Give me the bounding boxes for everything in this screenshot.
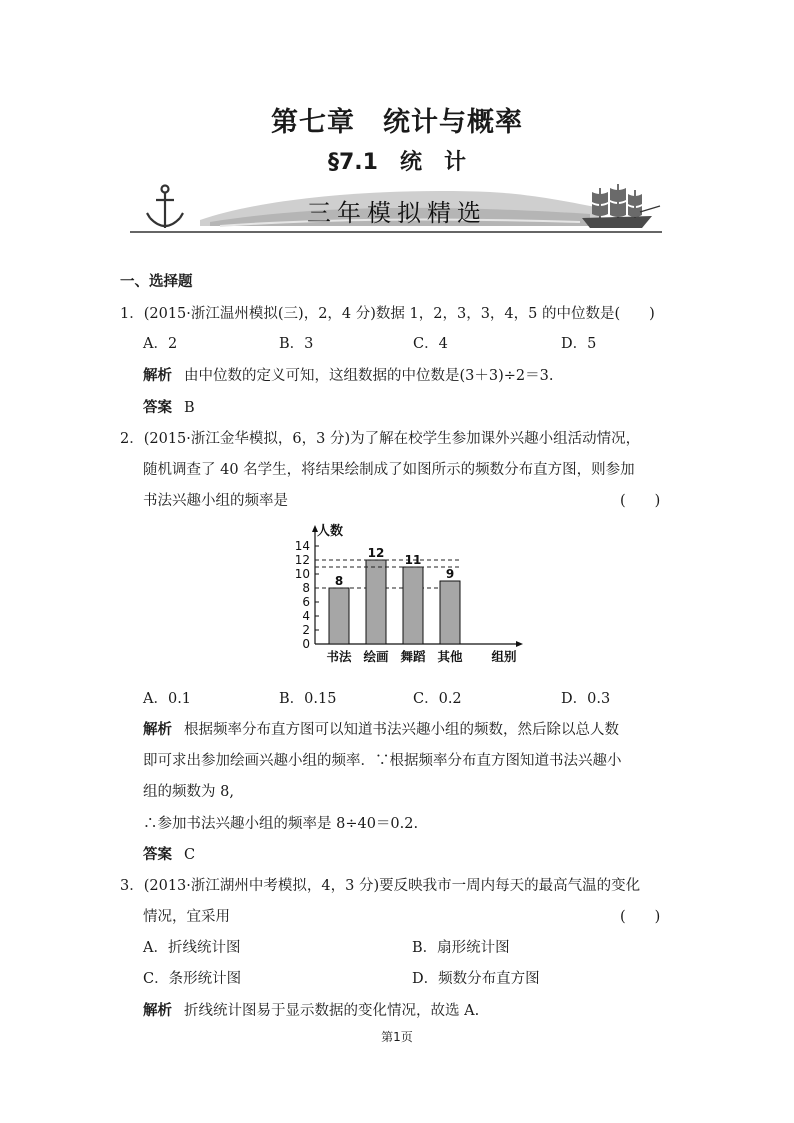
- y-tick-label: 8: [302, 581, 310, 595]
- q2-analysis-line-4: ∴参加书法兴趣小组的频率是 8÷40＝0.2.: [143, 816, 419, 832]
- category-label: 舞蹈: [400, 649, 426, 664]
- category-label: 绘画: [363, 649, 389, 664]
- q3-analysis-label: 解析: [143, 1003, 172, 1019]
- q2-answer-paren: ( ): [620, 493, 661, 509]
- q1-option-a: A．2: [143, 336, 178, 352]
- q1-answer-text: B: [184, 400, 195, 416]
- q3-option-b: B．扇形统计图: [412, 940, 510, 956]
- category-label: 其他: [437, 649, 463, 664]
- x-axis-arrow: [516, 641, 523, 647]
- x-axis-title: 组别: [491, 649, 517, 664]
- q1-stem: 1．(2015·浙江温州模拟(三)，2，4 分)数据 1，2，3，3，4，5 的中位数是( ): [120, 306, 655, 322]
- chapter-name: 统计与概率: [383, 107, 523, 138]
- section-name: 统 计: [399, 150, 466, 175]
- section-heading: 一、选择题: [120, 274, 193, 290]
- q2-option-b: B．0.15: [279, 691, 337, 707]
- bar-value-label: 12: [367, 546, 385, 560]
- histogram-bar: [366, 560, 386, 644]
- q1-analysis-label: 解析: [143, 368, 172, 384]
- category-label: 书法: [326, 649, 352, 664]
- frequency-histogram: [280, 520, 530, 672]
- q3-option-d: D．频数分布直方图: [412, 971, 540, 987]
- q3-stem-line-2: 情况，宜采用: [143, 909, 230, 925]
- q3-analysis-text: 折线统计图易于显示数据的变化情况，故选 A.: [184, 1003, 480, 1019]
- chapter-title: [0, 100, 794, 139]
- q2-option-a: A．0.1: [143, 691, 192, 707]
- q3-option-c: C．条形统计图: [143, 971, 242, 987]
- q1-analysis-text: 由中位数的定义可知，这组数据的中位数是(3＋3)÷2＝3.: [184, 368, 554, 384]
- q3-stem-line-1: 3．(2013·浙江湖州中考模拟，4，3 分)要反映我市一周内每天的最高气温的变化: [120, 878, 641, 894]
- q2-option-d: D．0.3: [561, 691, 611, 707]
- section-number: §7.1: [328, 150, 378, 175]
- y-tick-label: 4: [302, 609, 310, 623]
- q3-option-a: A．折线统计图: [143, 940, 241, 956]
- y-tick-label: 12: [294, 553, 310, 567]
- q1-answer-label: 答案: [143, 400, 172, 416]
- q1-analysis: [143, 364, 553, 385]
- page-number: 第1页: [381, 1030, 413, 1044]
- y-tick-label: 6: [302, 595, 310, 609]
- y-tick-label: 0: [302, 637, 310, 651]
- section-title: [0, 145, 794, 176]
- q2-stem-line-1: 2．(2015·浙江金华模拟，6，3 分)为了解在校学生参加课外兴趣小组活动情况，: [120, 431, 641, 447]
- q2-stem-line-2: 随机调查了 40 名学生，将结果绘制成了如图所示的频数分布直方图，则参加: [143, 462, 635, 478]
- banner-title: 三年模拟精选: [307, 199, 487, 227]
- chapter-number: 第七章: [271, 107, 355, 138]
- q1-option-c: C．4: [413, 336, 448, 352]
- histogram-bar: [329, 588, 349, 644]
- y-tick-label: 2: [302, 623, 310, 637]
- histogram-bar: [403, 567, 423, 644]
- q2-stem-line-3: 书法兴趣小组的频率是: [143, 493, 288, 509]
- q2-analysis-line-3: 组的频数为 8,: [143, 784, 234, 800]
- q2-analysis-text-1: 根据频率分布直方图可以知道书法兴趣小组的频数，然后除以总人数: [184, 722, 619, 738]
- q1-option-b: B．3: [279, 336, 314, 352]
- y-tick-label: 10: [294, 567, 310, 581]
- bar-value-label: 11: [404, 553, 422, 567]
- y-tick-label: 14: [294, 539, 310, 553]
- q2-option-c: C．0.2: [413, 691, 462, 707]
- q1-answer: [143, 396, 195, 417]
- q3-answer-paren: ( ): [620, 909, 661, 925]
- q2-answer-text: C: [184, 847, 196, 863]
- q2-analysis-label: 解析: [143, 722, 172, 738]
- histogram-bar: [440, 581, 460, 644]
- y-axis-title: 人数: [317, 524, 344, 539]
- q2-analysis-line-1: [143, 718, 619, 739]
- q2-answer-label: 答案: [143, 847, 172, 863]
- q3-analysis: [143, 999, 479, 1020]
- q2-answer: [143, 843, 195, 864]
- bar-value-label: 8: [334, 574, 344, 588]
- q1-option-d: D．5: [561, 336, 597, 352]
- bar-value-label: 9: [445, 567, 455, 581]
- q2-analysis-line-2: 即可求出参加绘画兴趣小组的频率．∵根据频率分布直方图知道书法兴趣小: [143, 753, 622, 769]
